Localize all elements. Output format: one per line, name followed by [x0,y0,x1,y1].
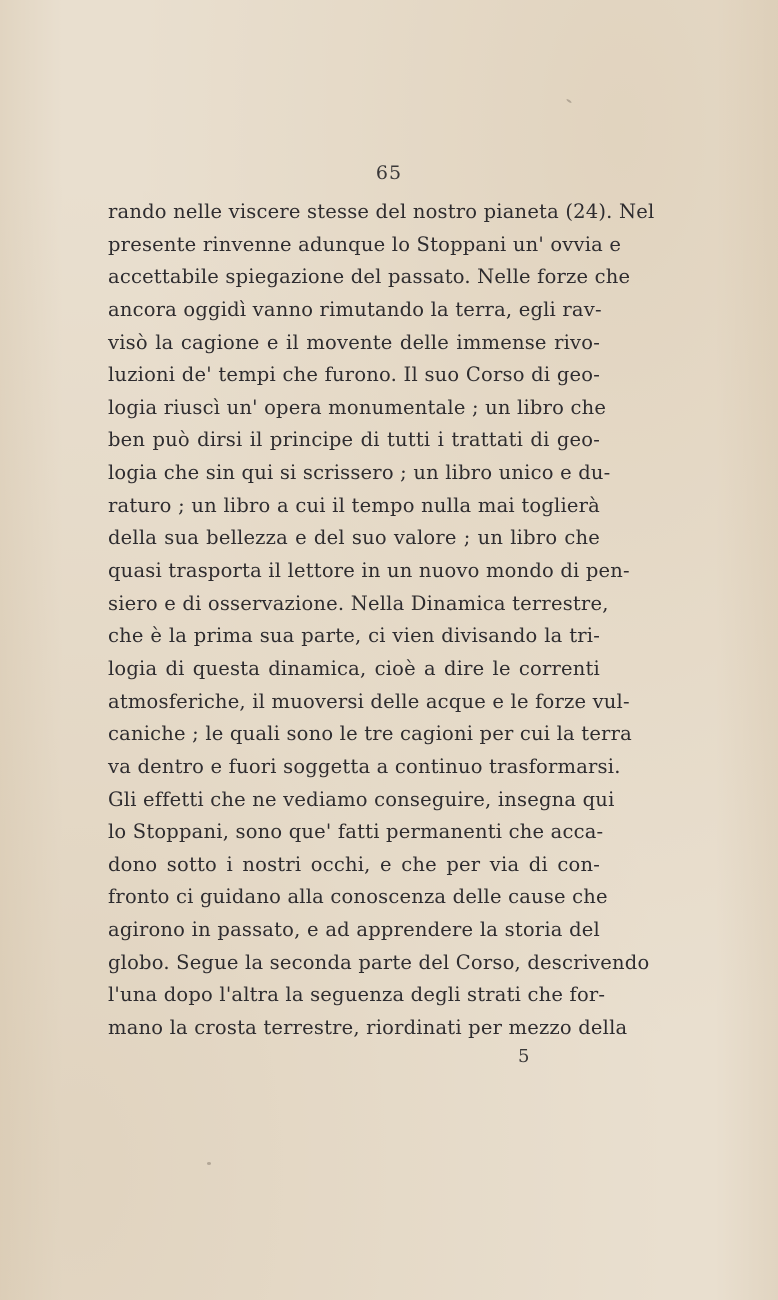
text-line: agirono in passato, e ad apprendere la storia del [108,918,600,942]
text-line: lo Stoppani, sono que' fatti permanenti che acca- [108,820,604,844]
text-line: accettabile spiegazione del passato. Nelle forze che [108,265,631,289]
text-line: ben può dirsi il principe di tutti i trattati di geo- [108,428,600,452]
text-line: rando nelle viscere stesse del nostro pianeta (24). Nel [108,200,655,223]
paper-speck [566,98,572,103]
page-number: 65 [375,162,403,184]
text-line: mano la crosta terrestre, riordinati per mezzo della [108,1016,628,1040]
text-line: globo. Segue la seconda parte del Corso, descrivendo [108,950,650,974]
text-line: presente rinvenne adunque lo Stoppani un' ovvia e [108,232,622,256]
text-line: fronto ci guidano alla conoscenza delle cause che [108,885,608,909]
text-line: va dentro e fuori soggetta a continuo trasformarsi. [108,754,621,778]
text-line: che è la prima sua parte, ci vien divisando la tri- [108,624,600,648]
text-line: atmosferiche, il muoversi delle acque e le forze vul- [108,689,630,713]
text-line: l'una dopo l'altra la seguenza degli strati che for- [108,983,606,1007]
text-line: logia riuscì un' opera monumentale ; un libro che [108,395,607,419]
paper-speck [207,1162,211,1165]
text-line: dono sotto i nostri occhi, e che per via di con- [108,852,600,876]
text-line: della sua bellezza e del suo valore ; un libro che [108,526,600,550]
text-line: siero e di osservazione. Nella Dinamica terrestre, [108,591,609,615]
body-text [108,196,655,1045]
text-line: logia che sin qui si scrissero ; un libro unico e du- [108,461,611,485]
text-line: visò la cagione e il movente delle immense rivo- [108,330,600,354]
text-line: Gli effetti che ne vediamo conseguire, insegna qui [108,787,615,811]
text-line: logia di questa dinamica, cioè a dire le correnti [108,656,600,680]
text-line: luzioni de' tempi che furono. Il suo Corso di geo- [108,363,600,387]
text-line: quasi trasporta il lettore in un nuovo mondo di pen- [108,559,630,583]
text-line: ancora oggidì vanno rimutando la terra, egli rav- [108,297,602,321]
text-line: caniche ; le quali sono le tre cagioni per cui la terra [108,722,632,746]
signature-mark: 5 [518,1046,530,1067]
text-line: raturo ; un libro a cui il tempo nulla mai toglierà [108,493,600,517]
